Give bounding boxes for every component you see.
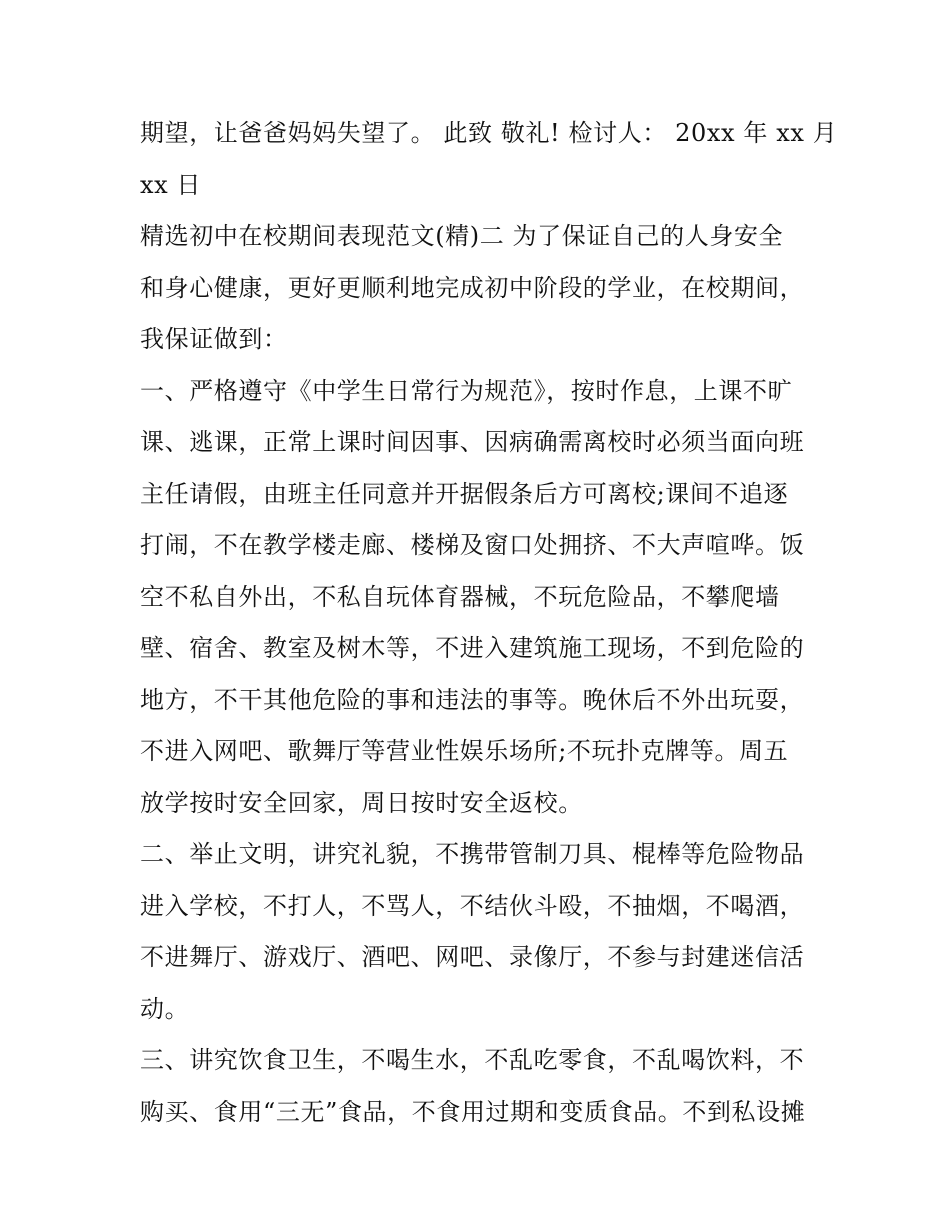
text-line: 打闹，不在教学楼走廊、楼梯及窗口处拥挤、不大声喧哗。饭 <box>140 531 805 559</box>
text-line: 主任请假，由班主任同意并开据假条后方可离校;课间不追逐 <box>140 479 789 508</box>
text-line: 期望，让爸爸妈妈失望了。 此致 敬礼! 检讨人： 20xx 年 xx 月 <box>140 119 838 147</box>
text-line: 壁、宿舍、教室及树木等，不进入建筑施工现场，不到危险的 <box>140 634 805 662</box>
text-line: 和身心健康，更好更顺利地完成初中阶段的学业，在校期间， <box>140 273 805 302</box>
text-line: 购买、食用“三无”食品，不食用过期和变质食品。不到私设摊 <box>140 1097 806 1126</box>
text-line: 二、举止文明，讲究礼貌，不携带管制刀具、棍棒等危险物品 <box>140 840 805 868</box>
text-line: 放学按时安全回家，周日按时安全返校。 <box>140 788 583 817</box>
text-line: 地方，不干其他危险的事和违法的事等。晚休后不外出玩耍， <box>140 685 805 714</box>
text-line: 不进入网吧、歌舞厅等营业性娱乐场所;不玩扑克牌等。周五 <box>140 737 789 765</box>
text-line: 我保证做到： <box>140 325 288 353</box>
text-line: 一、严格遵守《中学生日常行为规范》，按时作息，上课不旷 <box>140 376 793 405</box>
text-line: 课、逃课，正常上课时间因事、因病确需离校时必须当面向班 <box>140 428 805 456</box>
text-line: 不进舞厅、游戏厅、酒吧、网吧、录像厅，不参与封建迷信活 <box>140 943 805 971</box>
text-line: 进入学校，不打人，不骂人，不结伙斗殴，不抽烟，不喝酒， <box>140 891 805 920</box>
text-line: 精选初中在校期间表现范文(精)二 为了保证自己的人身安全 <box>140 222 784 250</box>
document-body <box>140 108 838 1138</box>
text-line: 动。 <box>140 994 190 1023</box>
text-line: xx 日 <box>140 170 202 199</box>
text-line: 三、讲究饮食卫生，不喝生水，不乱吃零食，不乱喝饮料，不 <box>140 1046 805 1074</box>
text-line: 空不私自外出，不私自玩体育器械，不玩危险品，不攀爬墙 <box>140 582 780 611</box>
